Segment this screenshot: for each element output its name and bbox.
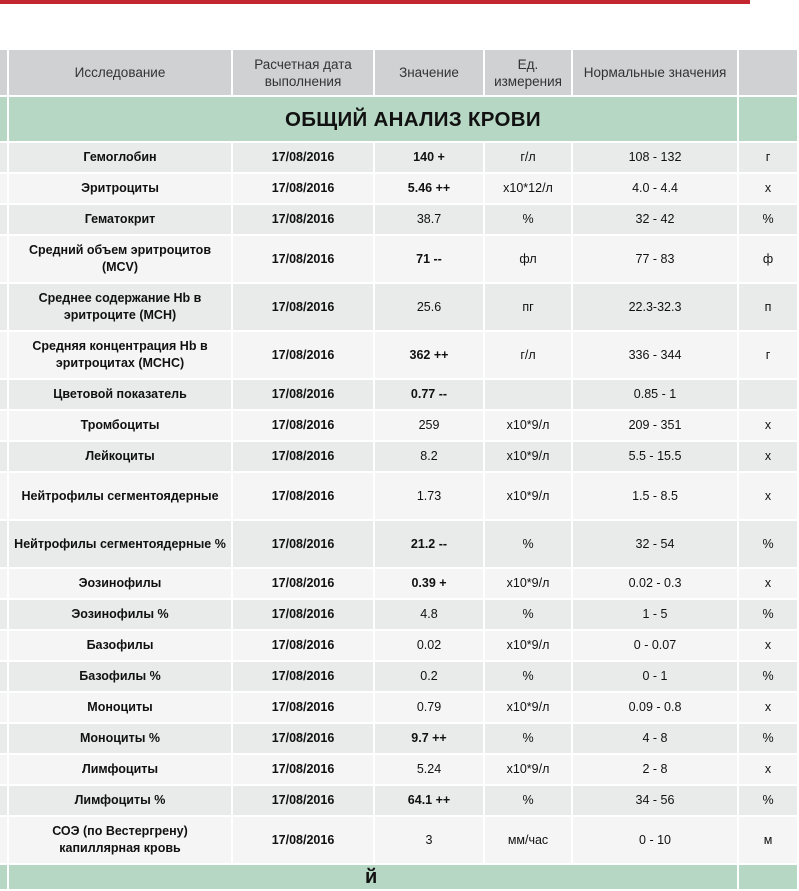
- units-cell: пг: [484, 283, 572, 331]
- table-row: [0, 204, 798, 235]
- edge-cell: [0, 441, 8, 472]
- value-cell: 0.77 --: [374, 379, 484, 410]
- test-name-cell: Эритроциты: [8, 173, 232, 204]
- norm-cell: 0.09 - 0.8: [572, 692, 738, 723]
- norm-cell: 34 - 56: [572, 785, 738, 816]
- units-cell: x10*9/л: [484, 630, 572, 661]
- table-row: [0, 235, 798, 283]
- value-cell: 4.8: [374, 599, 484, 630]
- norm-cell: 1.5 - 8.5: [572, 472, 738, 520]
- table-header-row: [0, 49, 798, 96]
- value-cell: 71 --: [374, 235, 484, 283]
- date-cell: 17/08/2016: [232, 568, 374, 599]
- table-row: [0, 723, 798, 754]
- value-cell: 259: [374, 410, 484, 441]
- top-accent-rule: [0, 0, 750, 4]
- norm-cell: 0 - 1: [572, 661, 738, 692]
- value-cell: 362 ++: [374, 331, 484, 379]
- extra-cell: %: [738, 723, 798, 754]
- table-row: [0, 379, 798, 410]
- test-name-cell: Моноциты %: [8, 723, 232, 754]
- extra-cell: х: [738, 754, 798, 785]
- units-cell: x10*12/л: [484, 173, 572, 204]
- norm-cell: 108 - 132: [572, 142, 738, 173]
- date-cell: 17/08/2016: [232, 204, 374, 235]
- test-name-cell: Эозинофилы %: [8, 599, 232, 630]
- test-name-cell: Эозинофилы: [8, 568, 232, 599]
- date-cell: 17/08/2016: [232, 283, 374, 331]
- extra-cell: х: [738, 568, 798, 599]
- value-cell: 64.1 ++: [374, 785, 484, 816]
- edge-cell: [0, 630, 8, 661]
- test-name-cell: СОЭ (по Вестергрену) капиллярная кровь: [8, 816, 232, 864]
- extra-cell: ф: [738, 235, 798, 283]
- units-cell: x10*9/л: [484, 754, 572, 785]
- norm-cell: 32 - 42: [572, 204, 738, 235]
- test-name-cell: Гемоглобин: [8, 142, 232, 173]
- units-cell: x10*9/л: [484, 472, 572, 520]
- units-cell: мм/час: [484, 816, 572, 864]
- edge-cell: [0, 816, 8, 864]
- extra-cell: х: [738, 472, 798, 520]
- next-section-edge: [0, 864, 8, 890]
- extra-cell: х: [738, 692, 798, 723]
- test-name-cell: Нейтрофилы сегментоядерные: [8, 472, 232, 520]
- section-title: ОБЩИЙ АНАЛИЗ КРОВИ: [8, 96, 738, 142]
- table-row: [0, 692, 798, 723]
- test-name-cell: Базофилы: [8, 630, 232, 661]
- norm-cell: 1 - 5: [572, 599, 738, 630]
- table-row: [0, 472, 798, 520]
- table-row: [0, 568, 798, 599]
- units-cell: x10*9/л: [484, 692, 572, 723]
- blood-test-results-table: [0, 48, 799, 891]
- test-name-cell: Средняя концентрация Hb в эритроцитах (MCHC): [8, 331, 232, 379]
- norm-cell: 22.3-32.3: [572, 283, 738, 331]
- norm-cell: 209 - 351: [572, 410, 738, 441]
- norm-cell: 5.5 - 15.5: [572, 441, 738, 472]
- next-section-extra: [738, 864, 798, 890]
- norm-cell: 4.0 - 4.4: [572, 173, 738, 204]
- units-cell: фл: [484, 235, 572, 283]
- edge-cell: [0, 235, 8, 283]
- date-cell: 17/08/2016: [232, 754, 374, 785]
- norm-cell: 0.02 - 0.3: [572, 568, 738, 599]
- edge-cell: [0, 379, 8, 410]
- value-cell: 38.7: [374, 204, 484, 235]
- next-section-title-fragment: й: [8, 864, 738, 890]
- norm-cell: 0.85 - 1: [572, 379, 738, 410]
- value-cell: 0.39 +: [374, 568, 484, 599]
- table-row: [0, 173, 798, 204]
- edge-cell: [0, 142, 8, 173]
- date-cell: 17/08/2016: [232, 785, 374, 816]
- table-row: [0, 283, 798, 331]
- test-name-cell: Средний объем эритроцитов (MCV): [8, 235, 232, 283]
- test-name-cell: Лимфоциты: [8, 754, 232, 785]
- value-cell: 0.79: [374, 692, 484, 723]
- norm-cell: 336 - 344: [572, 331, 738, 379]
- table-row: [0, 661, 798, 692]
- extra-cell: %: [738, 520, 798, 568]
- extra-cell: %: [738, 204, 798, 235]
- date-cell: 17/08/2016: [232, 379, 374, 410]
- extra-cell: %: [738, 599, 798, 630]
- norm-cell: 32 - 54: [572, 520, 738, 568]
- edge-cell: [0, 283, 8, 331]
- value-cell: 5.24: [374, 754, 484, 785]
- value-cell: 1.73: [374, 472, 484, 520]
- units-cell: %: [484, 723, 572, 754]
- value-cell: 5.46 ++: [374, 173, 484, 204]
- date-cell: 17/08/2016: [232, 441, 374, 472]
- header-value: Значение: [374, 49, 484, 96]
- test-name-cell: Лейкоциты: [8, 441, 232, 472]
- table-row: [0, 142, 798, 173]
- table-row: [0, 410, 798, 441]
- date-cell: 17/08/2016: [232, 692, 374, 723]
- extra-cell: г: [738, 142, 798, 173]
- table-row: [0, 520, 798, 568]
- test-name-cell: Моноциты: [8, 692, 232, 723]
- value-cell: 25.6: [374, 283, 484, 331]
- date-cell: 17/08/2016: [232, 173, 374, 204]
- date-cell: 17/08/2016: [232, 661, 374, 692]
- date-cell: 17/08/2016: [232, 599, 374, 630]
- date-cell: 17/08/2016: [232, 723, 374, 754]
- units-cell: [484, 379, 572, 410]
- date-cell: 17/08/2016: [232, 520, 374, 568]
- next-section-row: [0, 864, 798, 890]
- date-cell: 17/08/2016: [232, 235, 374, 283]
- table-row: [0, 785, 798, 816]
- value-cell: 8.2: [374, 441, 484, 472]
- table-row: [0, 816, 798, 864]
- value-cell: 140 +: [374, 142, 484, 173]
- test-name-cell: Базофилы %: [8, 661, 232, 692]
- units-cell: x10*9/л: [484, 410, 572, 441]
- table-row: [0, 630, 798, 661]
- table-row: [0, 331, 798, 379]
- value-cell: 9.7 ++: [374, 723, 484, 754]
- test-name-cell: Среднее содержание Hb в эритроците (MCH): [8, 283, 232, 331]
- extra-cell: %: [738, 785, 798, 816]
- edge-cell: [0, 754, 8, 785]
- date-cell: 17/08/2016: [232, 410, 374, 441]
- edge-cell: [0, 723, 8, 754]
- norm-cell: 0 - 0.07: [572, 630, 738, 661]
- value-cell: 3: [374, 816, 484, 864]
- edge-cell: [0, 785, 8, 816]
- section-extra-cell: [738, 96, 798, 142]
- header-study: Исследование: [8, 49, 232, 96]
- units-cell: %: [484, 204, 572, 235]
- edge-cell: [0, 599, 8, 630]
- units-cell: x10*9/л: [484, 568, 572, 599]
- norm-cell: 4 - 8: [572, 723, 738, 754]
- extra-cell: х: [738, 173, 798, 204]
- date-cell: 17/08/2016: [232, 630, 374, 661]
- date-cell: 17/08/2016: [232, 816, 374, 864]
- test-name-cell: Гематокрит: [8, 204, 232, 235]
- norm-cell: 2 - 8: [572, 754, 738, 785]
- date-cell: 17/08/2016: [232, 331, 374, 379]
- extra-cell: х: [738, 441, 798, 472]
- edge-cell: [0, 568, 8, 599]
- edge-cell: [0, 410, 8, 441]
- test-name-cell: Нейтрофилы сегментоядерные %: [8, 520, 232, 568]
- units-cell: г/л: [484, 331, 572, 379]
- extra-cell: м: [738, 816, 798, 864]
- edge-cell: [0, 661, 8, 692]
- extra-cell: %: [738, 661, 798, 692]
- extra-cell: х: [738, 630, 798, 661]
- header-edge-cell: [0, 49, 8, 96]
- table-row: [0, 754, 798, 785]
- results-table-viewport: [0, 48, 774, 888]
- units-cell: x10*9/л: [484, 441, 572, 472]
- units-cell: г/л: [484, 142, 572, 173]
- edge-cell: [0, 472, 8, 520]
- table-row: [0, 441, 798, 472]
- header-units: Ед. измерения: [484, 49, 572, 96]
- header-extra-cell: [738, 49, 798, 96]
- units-cell: %: [484, 520, 572, 568]
- units-cell: %: [484, 599, 572, 630]
- table-row: [0, 599, 798, 630]
- header-norm: Нормальные значения: [572, 49, 738, 96]
- value-cell: 21.2 --: [374, 520, 484, 568]
- extra-cell: [738, 379, 798, 410]
- units-cell: %: [484, 785, 572, 816]
- edge-cell: [0, 204, 8, 235]
- date-cell: 17/08/2016: [232, 472, 374, 520]
- test-name-cell: Лимфоциты %: [8, 785, 232, 816]
- date-cell: 17/08/2016: [232, 142, 374, 173]
- header-date: Расчетная дата выполнения: [232, 49, 374, 96]
- value-cell: 0.02: [374, 630, 484, 661]
- extra-cell: п: [738, 283, 798, 331]
- edge-cell: [0, 331, 8, 379]
- test-name-cell: Цветовой показатель: [8, 379, 232, 410]
- extra-cell: г: [738, 331, 798, 379]
- norm-cell: 0 - 10: [572, 816, 738, 864]
- value-cell: 0.2: [374, 661, 484, 692]
- edge-cell: [0, 692, 8, 723]
- section-edge-cell: [0, 96, 8, 142]
- edge-cell: [0, 173, 8, 204]
- extra-cell: х: [738, 410, 798, 441]
- edge-cell: [0, 520, 8, 568]
- norm-cell: 77 - 83: [572, 235, 738, 283]
- section-row: [0, 96, 798, 142]
- test-name-cell: Тромбоциты: [8, 410, 232, 441]
- units-cell: %: [484, 661, 572, 692]
